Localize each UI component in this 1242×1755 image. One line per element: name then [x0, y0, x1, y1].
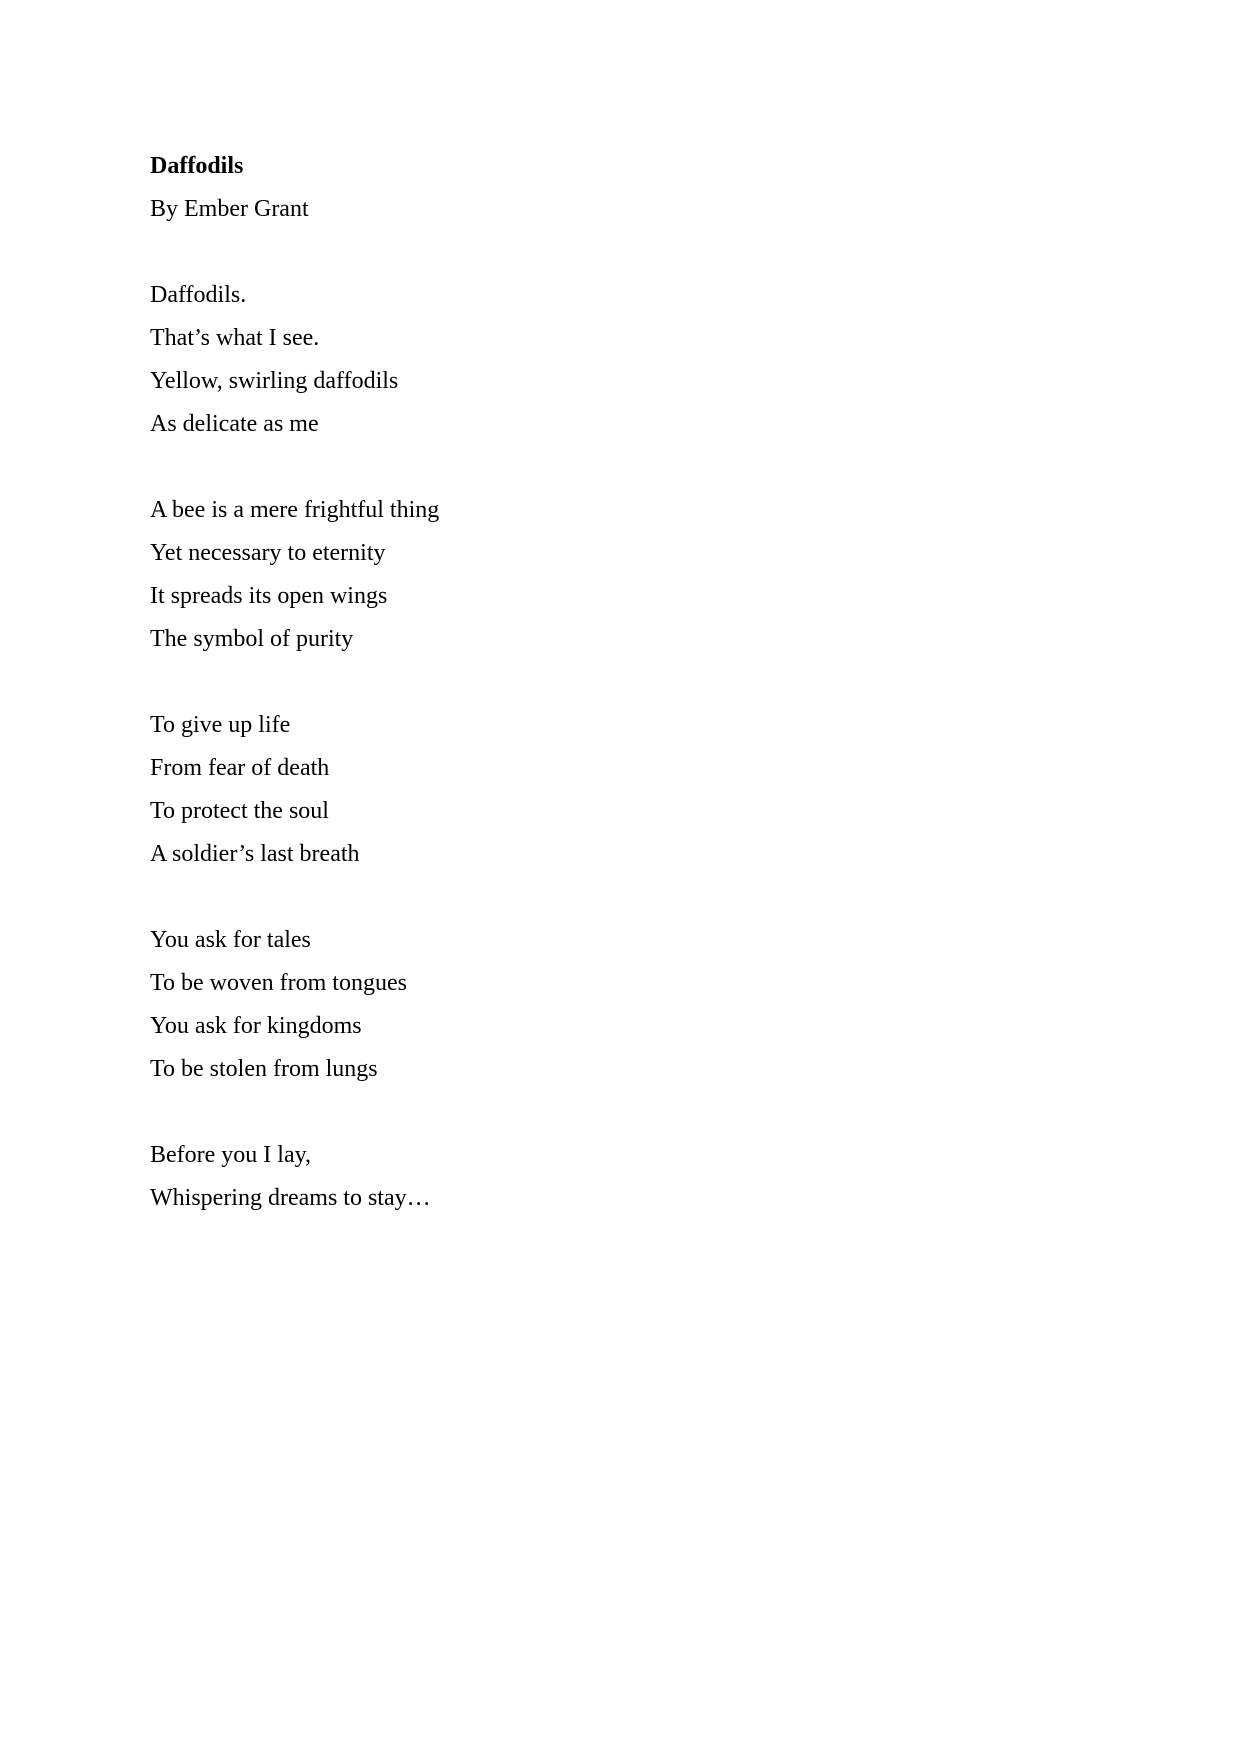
poem-line: You ask for kingdoms: [150, 1013, 362, 1039]
poem-line: Yet necessary to eternity: [150, 540, 386, 566]
poem-line: From fear of death: [150, 755, 330, 781]
poem-line: As delicate as me: [150, 411, 319, 437]
poem-author: By Ember Grant: [150, 196, 309, 222]
stanza-3: [150, 704, 1050, 876]
stanza-1: [150, 274, 1050, 446]
poem-line: You ask for tales: [150, 927, 311, 953]
stanza-2: [150, 489, 1050, 661]
stanza-4: [150, 919, 1050, 1091]
poem-body: [150, 145, 1050, 1220]
stanza-5: [150, 1134, 1050, 1220]
poem-line: To give up life: [150, 712, 291, 738]
poem-title: Daffodils: [150, 153, 244, 179]
poem-line: To be stolen from lungs: [150, 1056, 378, 1082]
poem-line: A bee is a mere frightful thing: [150, 497, 440, 523]
poem-line: Daffodils.: [150, 282, 247, 308]
poem-line: That’s what I see.: [150, 325, 320, 351]
poem-line: Whispering dreams to stay…: [150, 1185, 431, 1211]
poem-line: To be woven from tongues: [150, 970, 407, 996]
spacer: [150, 231, 1050, 274]
poem-line: It spreads its open wings: [150, 583, 388, 609]
poem-line: Before you I lay,: [150, 1142, 312, 1168]
poem-line: The symbol of purity: [150, 626, 354, 652]
poem-line: Yellow, swirling daffodils: [150, 368, 399, 394]
poem-line: A soldier’s last breath: [150, 841, 360, 867]
poem-line: To protect the soul: [150, 798, 329, 824]
